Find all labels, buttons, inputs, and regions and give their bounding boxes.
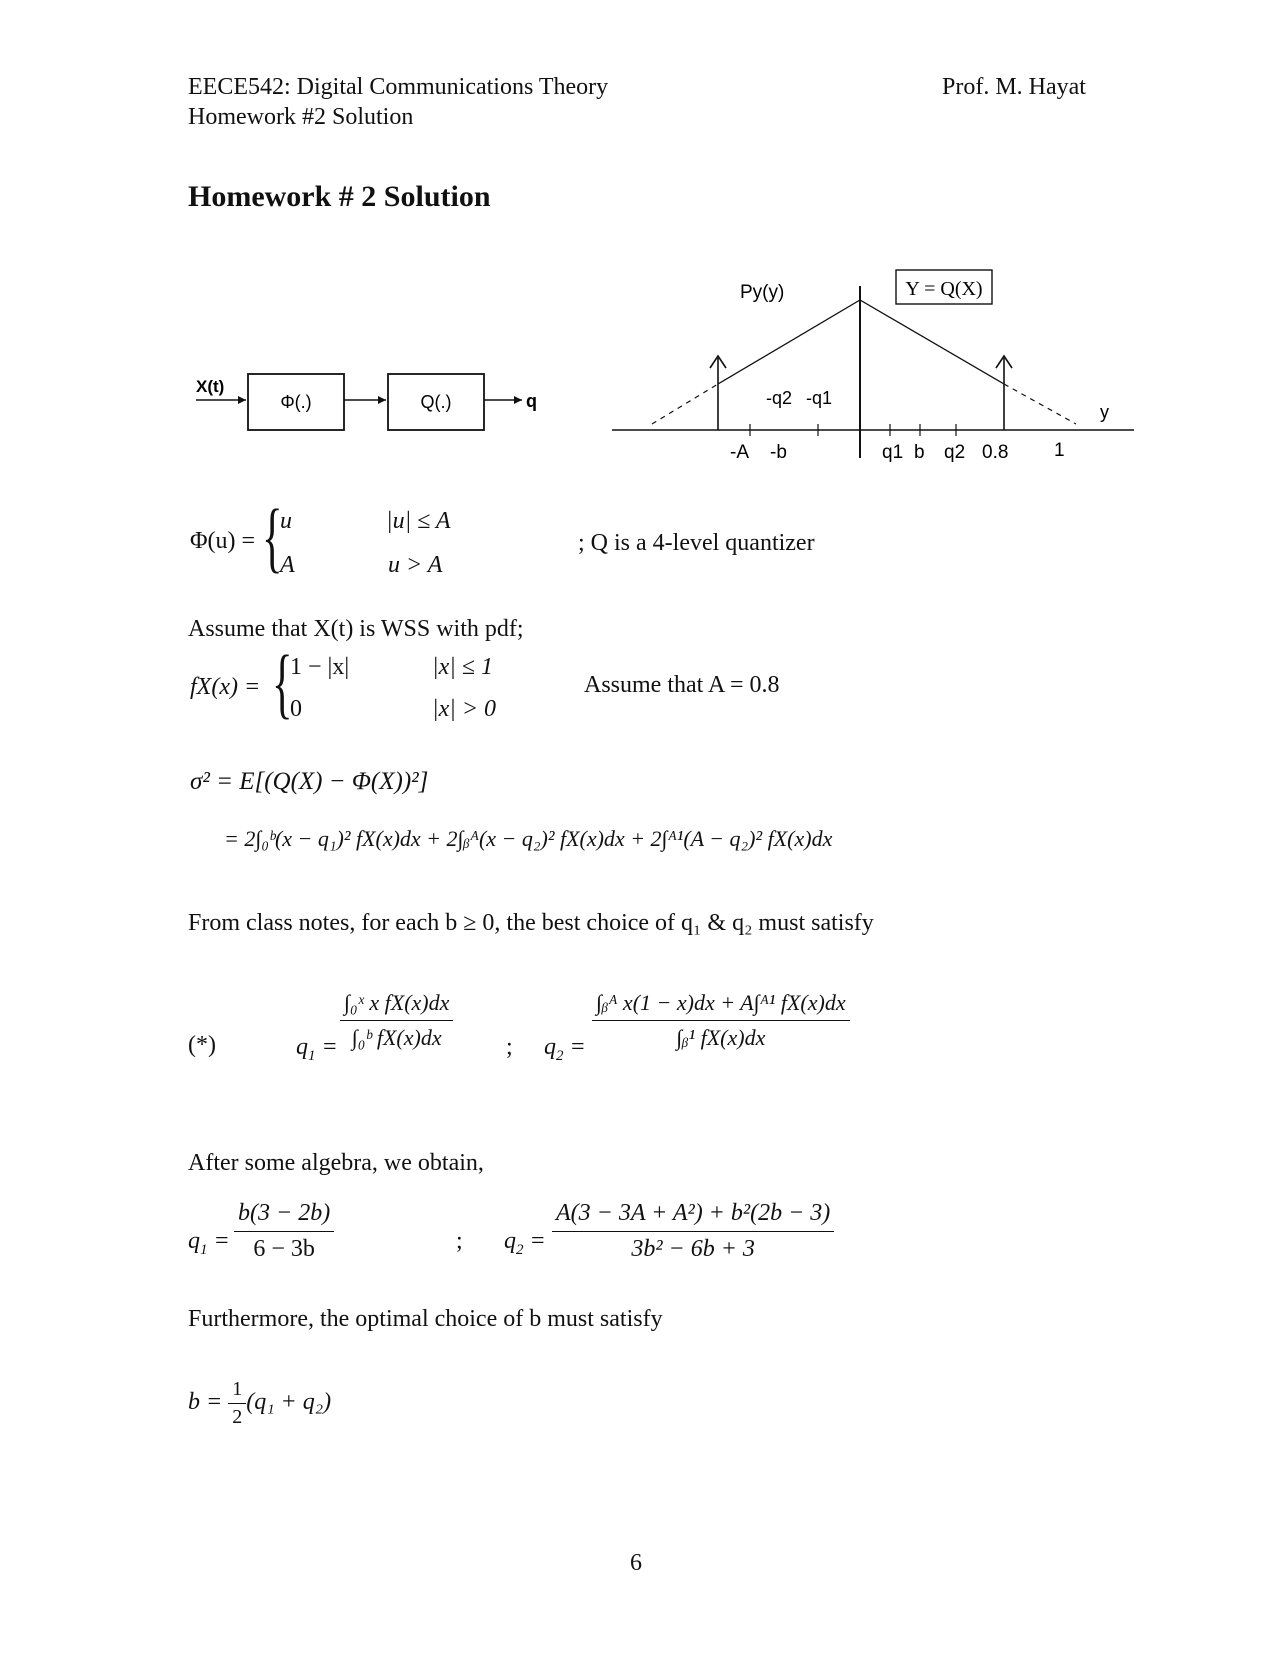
tick-neg-b: -b bbox=[770, 442, 787, 463]
furthermore-text: Furthermore, the optimal choice of b must satisfy bbox=[188, 1306, 663, 1332]
fx-lhs: fX(x) = bbox=[190, 674, 261, 700]
header-subtitle: Homework #2 Solution bbox=[188, 104, 414, 130]
q2-denominator: ∫ᵦ¹ fX(x)dx bbox=[676, 1025, 766, 1050]
result-q1-symbol: $q_1$ = bbox=[188, 1228, 230, 1258]
phi-case2-value: A bbox=[280, 552, 295, 578]
page-number: 6 bbox=[630, 1550, 642, 1576]
result-q1-fraction bbox=[234, 1200, 334, 1263]
quantizer-note: ; Q is a 4-level quantizer bbox=[578, 530, 815, 556]
assume-pdf-text: Assume that X(t) is WSS with pdf; bbox=[188, 616, 524, 642]
fx-case1-value: 1 − |x| bbox=[290, 654, 350, 680]
b-equation-rhs: (q₁ + q₂) bbox=[246, 1389, 332, 1416]
q2-numerator: ∫ᵦᴬ x(1 − x)dx + A∫ᴬ¹ fX(x)dx bbox=[596, 990, 846, 1015]
input-label: X(t) bbox=[196, 377, 225, 396]
star-separator: ; bbox=[506, 1034, 513, 1060]
pdf-figure bbox=[600, 258, 1140, 478]
phi-case1-value: u bbox=[280, 508, 292, 534]
result-q2-numerator: A(3 − 3A + A²) + b²(2b − 3) bbox=[556, 1200, 831, 1226]
result-q2-symbol: $q_2$ = bbox=[504, 1228, 546, 1258]
phi-lhs: Φ(u) = bbox=[190, 528, 256, 554]
result-q1-numerator: b(3 − 2b) bbox=[238, 1200, 331, 1226]
phi-brace: { bbox=[262, 493, 283, 580]
fx-case1-condition: |x| ≤ 1 bbox=[432, 654, 494, 680]
result-separator: ; bbox=[456, 1228, 463, 1254]
phi-block-label: Φ(.) bbox=[280, 392, 312, 412]
neg-q1-label: -q1 bbox=[806, 388, 833, 408]
quantizer-block-label: Q(.) bbox=[420, 392, 452, 412]
result-q2-fraction bbox=[552, 1200, 834, 1263]
phi-case2-condition: u > A bbox=[388, 552, 443, 578]
professor-name: Prof. M. Hayat bbox=[942, 74, 1086, 100]
algebra-text: After some algebra, we obtain, bbox=[188, 1150, 484, 1176]
tick-q2: q2 bbox=[944, 442, 966, 463]
block-diagram bbox=[188, 360, 548, 440]
b-equation: b = $\frac{1}{2}$ (q₁ + q₂) bbox=[188, 1378, 332, 1428]
q2-symbol: $q_2$ = bbox=[544, 1034, 586, 1064]
assume-a-note: Assume that A = 0.8 bbox=[584, 672, 780, 698]
sigma-line2: = 2∫₀ᵇ(x − q₁)² fX(x)dx + 2∫ᵦᴬ(x − q₂)² fX(x)dx + 2∫ᴬ¹(A − q₂)² fX(x)dx bbox=[224, 826, 833, 851]
phi-case1-condition: |u| ≤ A bbox=[386, 508, 451, 534]
result-q2-denominator: 3b² − 6b + 3 bbox=[631, 1236, 755, 1262]
tick-1: 1 bbox=[1054, 440, 1065, 461]
tick-b: b bbox=[914, 442, 925, 463]
q1-fraction bbox=[340, 990, 453, 1051]
sigma-line1: σ² = E[(Q(X) − Φ(X))²] bbox=[190, 768, 429, 795]
neg-q2-label: -q2 bbox=[766, 388, 793, 408]
class-notes-text: From class notes, for each b ≥ 0, the best choice of q₁ & q₂ must satisfy bbox=[188, 910, 874, 936]
yqx-label: Y = Q(X) bbox=[905, 278, 983, 300]
page-title: Homework # 2 Solution bbox=[188, 180, 491, 213]
q1-symbol: $q_1$ = bbox=[296, 1034, 338, 1064]
tick-neg-A: -A bbox=[730, 442, 749, 463]
q2-fraction bbox=[592, 990, 850, 1051]
fx-case2-value: 0 bbox=[290, 696, 302, 722]
py-label: Py(y) bbox=[740, 282, 785, 303]
fx-brace: { bbox=[272, 639, 293, 726]
y-axis-label: y bbox=[1100, 402, 1109, 422]
fx-case2-condition: |x| > 0 bbox=[432, 696, 497, 722]
course-title: EECE542: Digital Communications Theory bbox=[188, 74, 609, 100]
star-label: (*) bbox=[188, 1032, 216, 1058]
q1-numerator: ∫₀ˣ x fX(x)dx bbox=[344, 990, 450, 1015]
q1-denominator: ∫₀ᵇ fX(x)dx bbox=[351, 1025, 442, 1050]
tick-q1: q1 bbox=[882, 442, 904, 463]
tick-0-8: 0.8 bbox=[982, 442, 1009, 463]
output-label: q bbox=[526, 391, 537, 411]
result-q1-denominator: 6 − 3b bbox=[253, 1236, 315, 1262]
